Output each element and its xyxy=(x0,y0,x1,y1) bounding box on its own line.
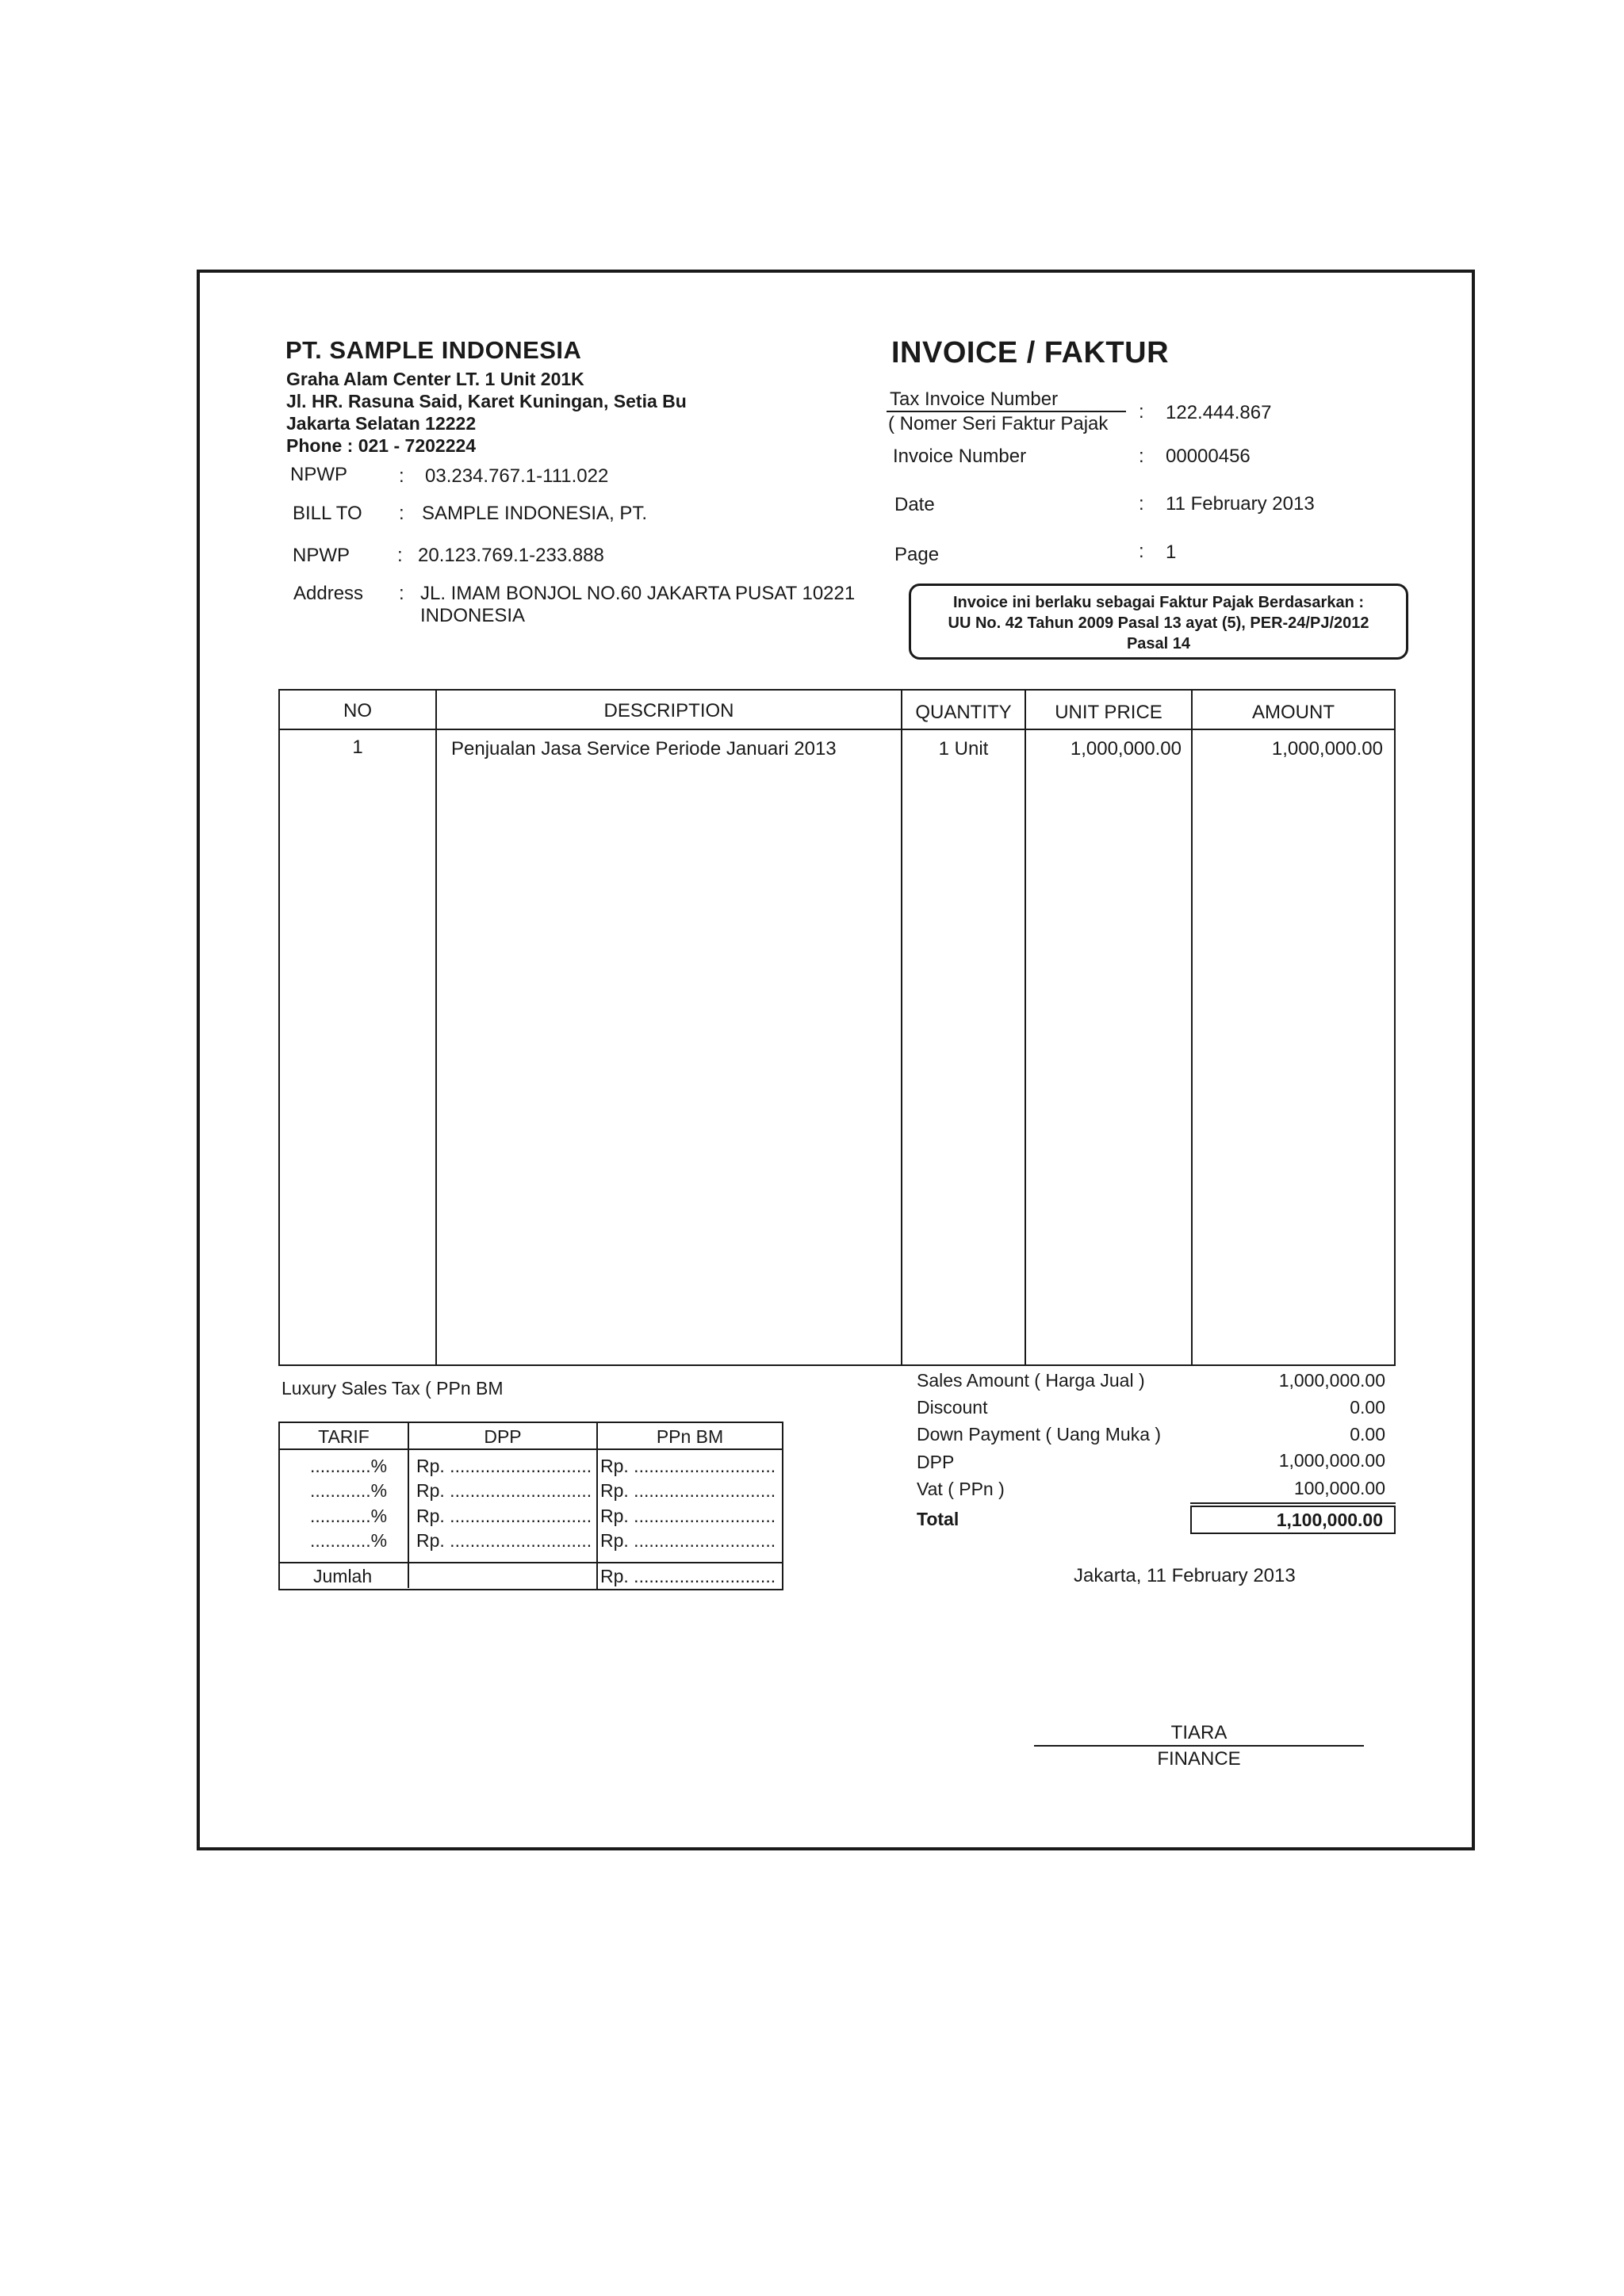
colon: : xyxy=(397,545,403,566)
company-address-line: Jl. HR. Rasuna Said, Karet Kuningan, Setia Bu xyxy=(286,391,687,411)
company-npwp: 03.234.767.1-111.022 xyxy=(425,465,609,487)
column-divider xyxy=(1191,691,1193,1364)
bill-to-npwp: 20.123.769.1-233.888 xyxy=(418,545,604,566)
summary-value: 0.00 xyxy=(1350,1397,1385,1418)
summary-value: 100,000.00 xyxy=(1293,1478,1385,1498)
colon: : xyxy=(1139,401,1144,423)
company-phone: Phone : 021 - 7202224 xyxy=(286,435,477,456)
table-header-divider xyxy=(280,729,1394,730)
bill-to-address-line: JL. IMAM BONJOL NO.60 JAKARTA PUSAT 10221 xyxy=(420,583,856,604)
summary-label: Discount xyxy=(917,1397,988,1418)
column-divider xyxy=(1025,691,1026,1364)
tax-tarif-cell: ............% xyxy=(310,1506,388,1526)
bill-to-address-line: INDONESIA xyxy=(420,605,526,626)
colon: : xyxy=(399,465,404,487)
tax-dpp-cell: Rp. ............................ xyxy=(416,1506,592,1526)
column-divider xyxy=(435,691,437,1364)
tax-notice-line: Pasal 14 xyxy=(1126,635,1191,652)
row-no: 1 xyxy=(352,737,363,758)
tax-header-tarif: TARIF xyxy=(318,1426,370,1447)
company-name: PT. SAMPLE INDONESIA xyxy=(285,336,582,364)
summary-value: 1,000,000.00 xyxy=(1278,1370,1385,1391)
items-table xyxy=(278,689,1396,1366)
column-header-quantity: QUANTITY xyxy=(915,702,1012,723)
tax-notice-line: Invoice ini berlaku sebagai Faktur Pajak Berdasarkan : xyxy=(953,594,1364,611)
summary-label: Down Payment ( Uang Muka ) xyxy=(917,1424,1162,1445)
luxury-tax-title: Luxury Sales Tax ( PPn BM xyxy=(282,1378,504,1399)
invoice-title: INVOICE / FAKTUR xyxy=(891,336,1170,369)
summary-value: 1,000,000.00 xyxy=(1278,1450,1385,1471)
invoice-number: 00000456 xyxy=(1166,446,1251,467)
tax-header-dpp: DPP xyxy=(484,1426,522,1447)
row-quantity: 1 Unit xyxy=(938,738,989,760)
colon: : xyxy=(1139,446,1144,467)
tax-ppnbm-cell: Rp. ............................ xyxy=(600,1480,776,1501)
bill-to-label: BILL TO xyxy=(293,503,362,524)
row-description: Penjualan Jasa Service Periode Januari 2013 xyxy=(451,738,837,760)
company-address-line: Jakarta Selatan 12222 xyxy=(286,413,477,434)
summary-label: Vat ( PPn ) xyxy=(917,1479,1005,1499)
date-label: Date xyxy=(894,494,935,515)
column-header-description: DESCRIPTION xyxy=(603,700,734,721)
summary-label: DPP xyxy=(917,1452,955,1472)
tax-header-divider xyxy=(280,1448,782,1450)
colon: : xyxy=(399,583,404,604)
tax-tarif-cell: ............% xyxy=(310,1480,388,1501)
page-label: Page xyxy=(894,544,940,565)
tax-invoice-number: 122.444.867 xyxy=(1166,402,1272,423)
tax-notice-line: UU No. 42 Tahun 2009 Pasal 13 ayat (5), PER-24/PJ/2012 xyxy=(948,614,1369,632)
column-header-unit-price: UNIT PRICE xyxy=(1055,702,1162,723)
signatory-name: TIARA xyxy=(1170,1722,1228,1743)
total-label: Total xyxy=(917,1509,959,1529)
tax-invoice-label: Tax Invoice Number xyxy=(890,388,1059,410)
summary-label: Sales Amount ( Harga Jual ) xyxy=(917,1370,1145,1391)
summary-value: 0.00 xyxy=(1350,1424,1385,1445)
row-unit-price: 1,000,000.00 xyxy=(1070,738,1182,760)
total-value: 1,100,000.00 xyxy=(1276,1510,1383,1530)
tax-ppnbm-cell: Rp. ............................ xyxy=(600,1530,776,1551)
tax-jumlah-value: Rp. ............................ xyxy=(600,1566,776,1586)
place-date: Jakarta, 11 February 2013 xyxy=(1074,1565,1296,1586)
bill-to-name: SAMPLE INDONESIA, PT. xyxy=(422,503,648,524)
signature-line xyxy=(1034,1745,1364,1747)
tax-tarif-cell: ............% xyxy=(310,1456,388,1476)
column-header-no: NO xyxy=(343,700,372,721)
colon: : xyxy=(1139,541,1144,562)
tax-dpp-cell: Rp. ............................ xyxy=(416,1480,592,1501)
invoice-date: 11 February 2013 xyxy=(1166,493,1315,515)
tax-notice-box xyxy=(909,584,1408,660)
tax-dpp-cell: Rp. ............................ xyxy=(416,1456,592,1476)
colon: : xyxy=(1139,493,1144,515)
tax-jumlah-row xyxy=(278,1562,783,1590)
page-number: 1 xyxy=(1166,541,1177,563)
invoice-number-label: Invoice Number xyxy=(893,446,1027,467)
tax-jumlah-label: Jumlah xyxy=(313,1566,373,1586)
company-npwp-label: NPWP xyxy=(290,464,347,485)
total-rule xyxy=(1190,1502,1396,1504)
column-divider xyxy=(901,691,902,1364)
tax-invoice-sublabel: ( Nomer Seri Faktur Pajak xyxy=(888,413,1109,434)
tax-dpp-cell: Rp. ............................ xyxy=(416,1530,592,1551)
tax-header-ppnbm: PPn BM xyxy=(656,1426,724,1447)
bill-to-npwp-label: NPWP xyxy=(293,545,350,566)
bill-to-address-label: Address xyxy=(293,583,364,604)
tax-invoice-underline xyxy=(887,411,1126,412)
company-address-line: Graha Alam Center LT. 1 Unit 201K xyxy=(286,369,584,389)
column-divider xyxy=(596,1563,598,1589)
column-header-amount: AMOUNT xyxy=(1252,702,1335,723)
row-amount: 1,000,000.00 xyxy=(1271,738,1383,760)
signatory-title: FINANCE xyxy=(1157,1748,1241,1770)
tax-tarif-cell: ............% xyxy=(310,1530,388,1551)
tax-ppnbm-cell: Rp. ............................ xyxy=(600,1506,776,1526)
colon: : xyxy=(399,503,404,524)
tax-ppnbm-cell: Rp. ............................ xyxy=(600,1456,776,1476)
